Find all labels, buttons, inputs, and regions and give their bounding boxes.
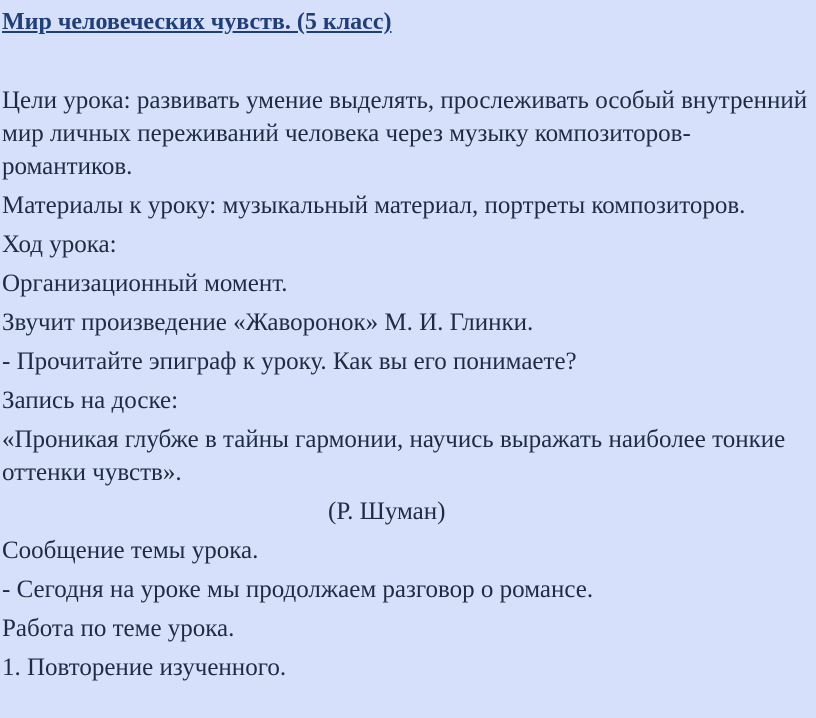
epigraph-author: (Р. Шуман) xyxy=(328,498,446,525)
board-note-label: Запись на доске: xyxy=(2,387,179,414)
lesson-work-heading: Работа по теме урока. xyxy=(2,615,235,642)
lesson-materials: Материалы к уроку: музыкальный материал, портреты композиторов. xyxy=(2,192,746,219)
lesson-goals: Цели урока: развивать умение выделять, прослеживать особый внутренний мир личных переживаний человека через музыку композиторов-романтиков. xyxy=(2,87,808,180)
music-piece-line: Звучит произведение «Жаворонок» М. И. Глинки. xyxy=(2,309,534,336)
document-title: Мир человеческих чувств. (5 класс) xyxy=(2,9,392,35)
lesson-progress-heading: Ход урока: xyxy=(2,231,117,258)
review-heading: 1. Повторение изученного. xyxy=(2,654,287,681)
document-body xyxy=(2,84,810,690)
epigraph-quote: «Проникая глубже в тайны гармонии, научись выражать наиболее тонкие оттенки чувств». xyxy=(2,426,786,486)
topic-announcement: Сообщение темы урока. xyxy=(2,537,259,564)
epigraph-question: - Прочитайте эпиграф к уроку. Как вы его понимаете? xyxy=(2,348,577,375)
romance-conversation: - Сегодня на уроке мы продолжаем разговор о романсе. xyxy=(2,576,594,603)
organizational-moment: Организационный момент. xyxy=(2,270,288,297)
